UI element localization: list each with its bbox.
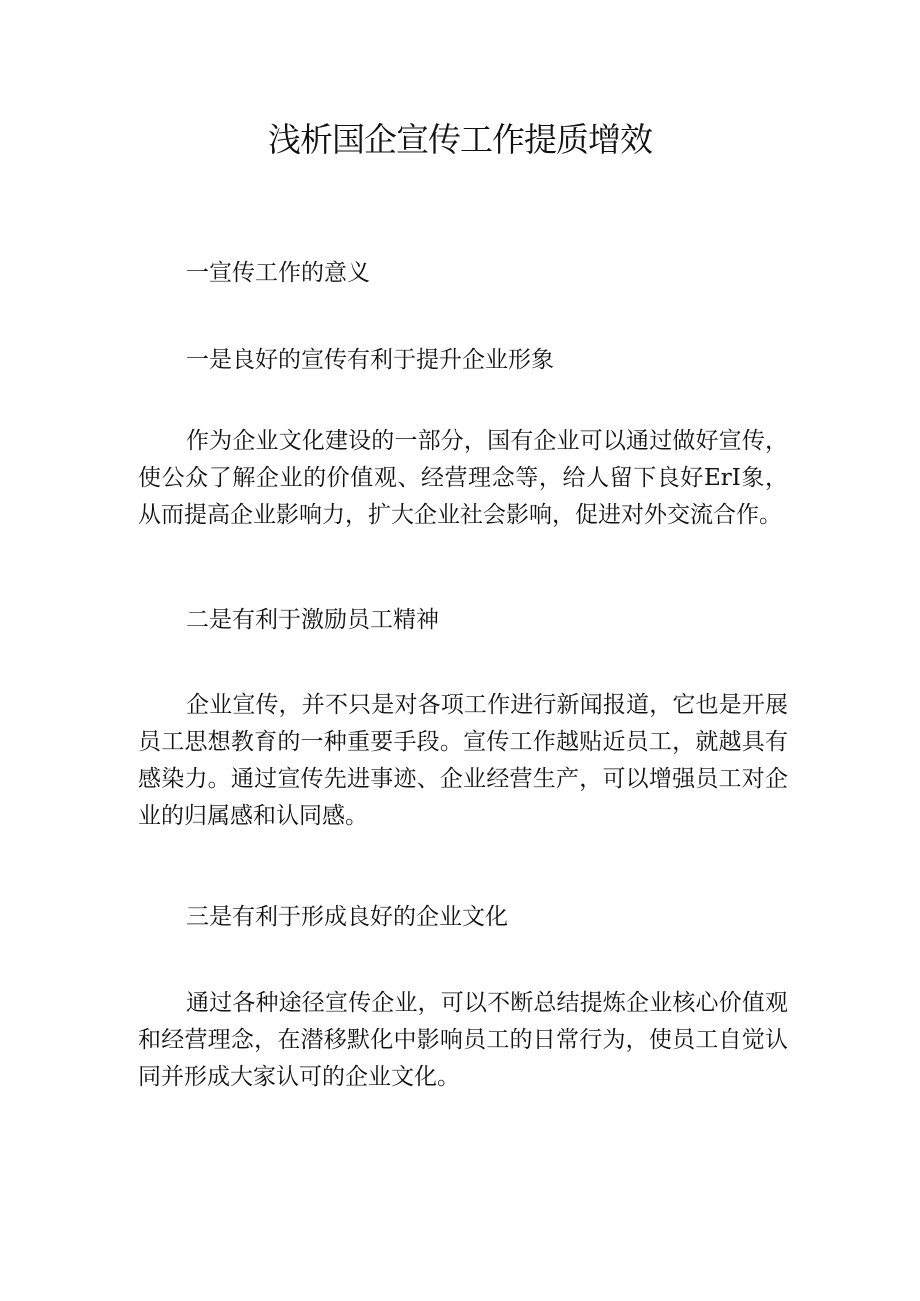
subheading-employee-spirit: 二是有利于激励员工精神	[186, 607, 439, 633]
paragraph-corporate-image: 作为企业文化建设的一部分，国有企业可以通过做好宣传，使公众了解企业的价值观、经营理念等，给人留下良好ErI象，从而提高企业影响力，扩大企业社会影响，促进对外交流合作。	[138, 428, 788, 528]
section-heading-significance: 一宣传工作的意义	[186, 260, 370, 286]
subheading-corporate-image: 一是良好的宣传有利于提升企业形象	[186, 347, 554, 373]
document-title: 浅析国企宣传工作提质增效	[268, 120, 652, 159]
subheading-corporate-culture: 三是有利于形成良好的企业文化	[186, 904, 508, 930]
paragraph-employee-spirit: 企业宣传，并不只是对各项工作进行新闻报道，它也是开展员工思想教育的一种重要手段。宣传工作越贴近员工，就越具有感染力。通过宣传先进事迹、企业经营生产，可以增强员工对企业的归属感和认同感。	[138, 692, 788, 829]
paragraph-corporate-culture: 通过各种途径宣传企业，可以不断总结提炼企业核心价值观和经营理念，在潜移默化中影响员工的日常行为，使员工自觉认同并形成大家认可的企业文化。	[138, 990, 788, 1090]
